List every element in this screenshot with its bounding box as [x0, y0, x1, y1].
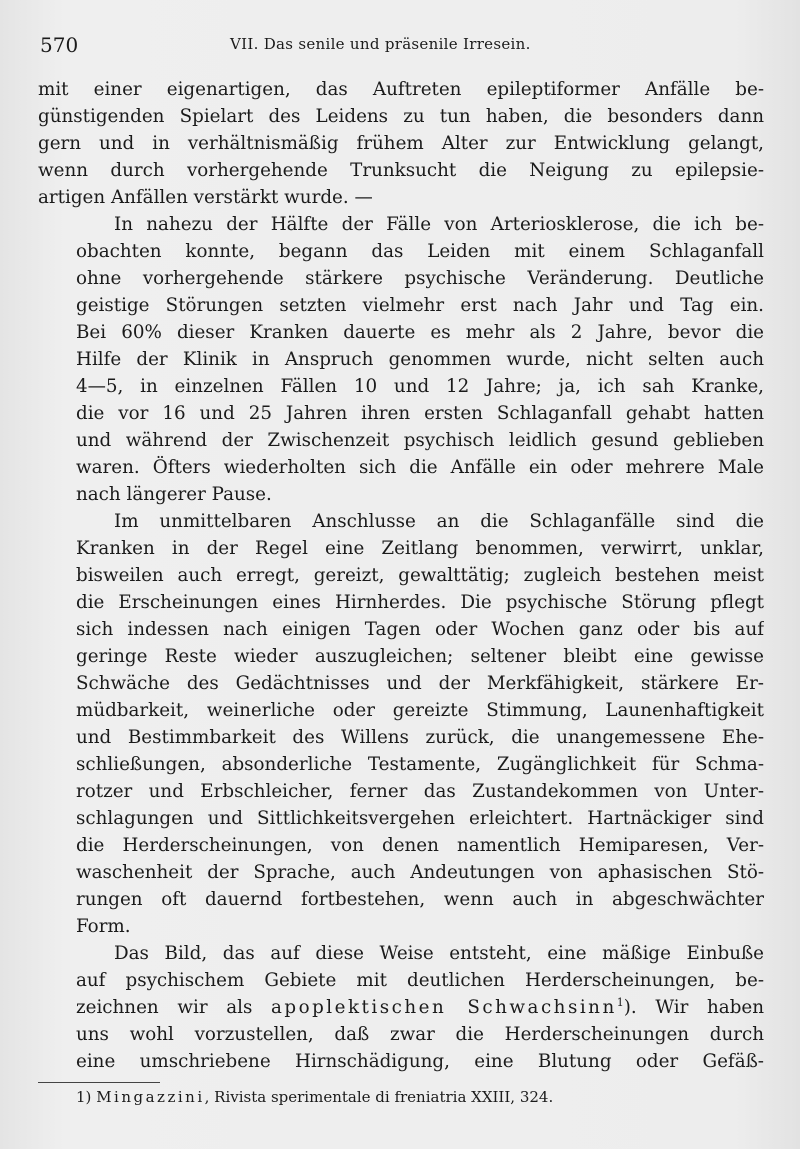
- text-line: waren. Öfters wiederholten sich die Anfälle ein oder mehrere Male: [76, 457, 764, 478]
- text-line: artigen Anfällen verstärkt wurde. —: [38, 187, 373, 208]
- text-line: ohne vorhergehende stärkere psychische Veränderung. Deutliche: [76, 268, 764, 289]
- text-line: Bei 60% dieser Kranken dauerte es mehr als 2 Jahre, bevor die: [76, 322, 764, 343]
- footnote-rule: [38, 1082, 160, 1083]
- text-line-with-term: [38, 994, 764, 1021]
- text-segment: ). Wir haben: [623, 997, 764, 1018]
- text-line: uns wohl vorzustellen, daß zwar die Herderscheinungen durch: [76, 1024, 764, 1045]
- text-line: geistige Störungen setzten vielmehr erst nach Jahr und Tag ein.: [76, 295, 764, 316]
- text-line: schlagungen und Sittlichkeitsvergehen erleichtert. Hartnäckiger sind: [76, 808, 764, 829]
- text-line: auf psychischem Gebiete mit deutlichen Herderscheinungen, be-: [76, 970, 764, 991]
- text-line: die Erscheinungen eines Hirnherdes. Die psychische Störung pflegt: [76, 592, 764, 613]
- text-line: Kranken in der Regel eine Zeitlang benommen, verwirrt, unklar,: [76, 538, 764, 559]
- text-line: 4—5, in einzelnen Fällen 10 und 12 Jahre; ja, ich sah Kranke,: [76, 376, 764, 397]
- footnote-text: , Rivista sperimentale di freniatria XXIII, 324.: [204, 1088, 554, 1106]
- footnote-marker: 1): [76, 1088, 92, 1106]
- footnote-author: Mingazzini: [96, 1088, 205, 1106]
- text-line: Das Bild, das auf diese Weise entsteht, eine mäßige Einbuße: [114, 943, 764, 964]
- text-line: geringe Reste wieder auszugleichen; seltener bleibt eine gewisse: [76, 646, 764, 667]
- text-line: Im unmittelbaren Anschlusse an die Schlaganfälle sind die: [114, 511, 764, 532]
- text-line: die Herderscheinungen, von denen namentlich Hemiparesen, Ver-: [76, 835, 764, 856]
- text-line: Form.: [76, 916, 131, 937]
- spaced-term: apoplektischen Schwachsinn: [270, 997, 617, 1018]
- text-line: eine umschriebene Hirnschädigung, eine Blutung oder Gefäß-: [76, 1051, 764, 1072]
- footnote-reference[interactable]: 1: [616, 995, 624, 1009]
- text-line: und Bestimmbarkeit des Willens zurück, die unangemessene Ehe-: [76, 727, 764, 748]
- text-line: wenn durch vorhergehende Trunksucht die Neigung zu epilepsie-: [38, 160, 764, 181]
- text-line: rotzer und Erbschleicher, ferner das Zustandekommen von Unter-: [76, 781, 764, 802]
- footnote: [76, 1088, 553, 1106]
- text-line: bisweilen auch erregt, gereizt, gewalttätig; zugleich bestehen meist: [76, 565, 764, 586]
- text-line: schließungen, absonderliche Testamente, Zugänglichkeit für Schma-: [76, 754, 764, 775]
- running-head: VII. Das senile und präsenile Irresein.: [230, 35, 531, 53]
- paragraph-4: [38, 940, 764, 1075]
- text-line: In nahezu der Hälfte der Fälle von Arteriosklerose, die ich be-: [114, 214, 764, 235]
- text-line: die vor 16 und 25 Jahren ihren ersten Schlaganfall gehabt hatten: [76, 403, 764, 424]
- paragraph-2: [38, 211, 764, 508]
- paragraph-3: [38, 508, 764, 940]
- text-line: und während der Zwischenzeit psychisch leidlich gesund geblieben: [76, 430, 764, 451]
- text-line: Hilfe der Klinik in Anspruch genommen wurde, nicht selten auch: [76, 349, 764, 370]
- text-line: rungen oft dauernd fortbestehen, wenn auch in abgeschwächter: [76, 889, 764, 910]
- body-text: [38, 76, 764, 1075]
- page-number: 570: [40, 33, 79, 57]
- page-header: [40, 33, 762, 57]
- text-line: müdbarkeit, weinerliche oder gereizte Stimmung, Launenhaftigkeit: [76, 700, 764, 721]
- text-line: gern und in verhältnismäßig frühem Alter zur Entwicklung gelangt,: [38, 133, 764, 154]
- text-line: waschenheit der Sprache, auch Andeutungen von aphasischen Stö-: [76, 862, 764, 883]
- text-line: mit einer eigenartigen, das Auftreten epileptiformer Anfälle be-: [38, 79, 764, 100]
- text-line: obachten konnte, begann das Leiden mit einem Schlaganfall: [76, 241, 764, 262]
- text-line: nach längerer Pause.: [76, 484, 272, 505]
- text-segment: zeichnen wir als: [76, 997, 253, 1018]
- text-line: Schwäche des Gedächtnisses und der Merkfähigkeit, stärkere Er-: [76, 673, 764, 694]
- paragraph-1: [38, 76, 764, 211]
- text-line: sich indessen nach einigen Tagen oder Wochen ganz oder bis auf: [76, 619, 764, 640]
- text-line: günstigenden Spielart des Leidens zu tun haben, die besonders dann: [38, 106, 764, 127]
